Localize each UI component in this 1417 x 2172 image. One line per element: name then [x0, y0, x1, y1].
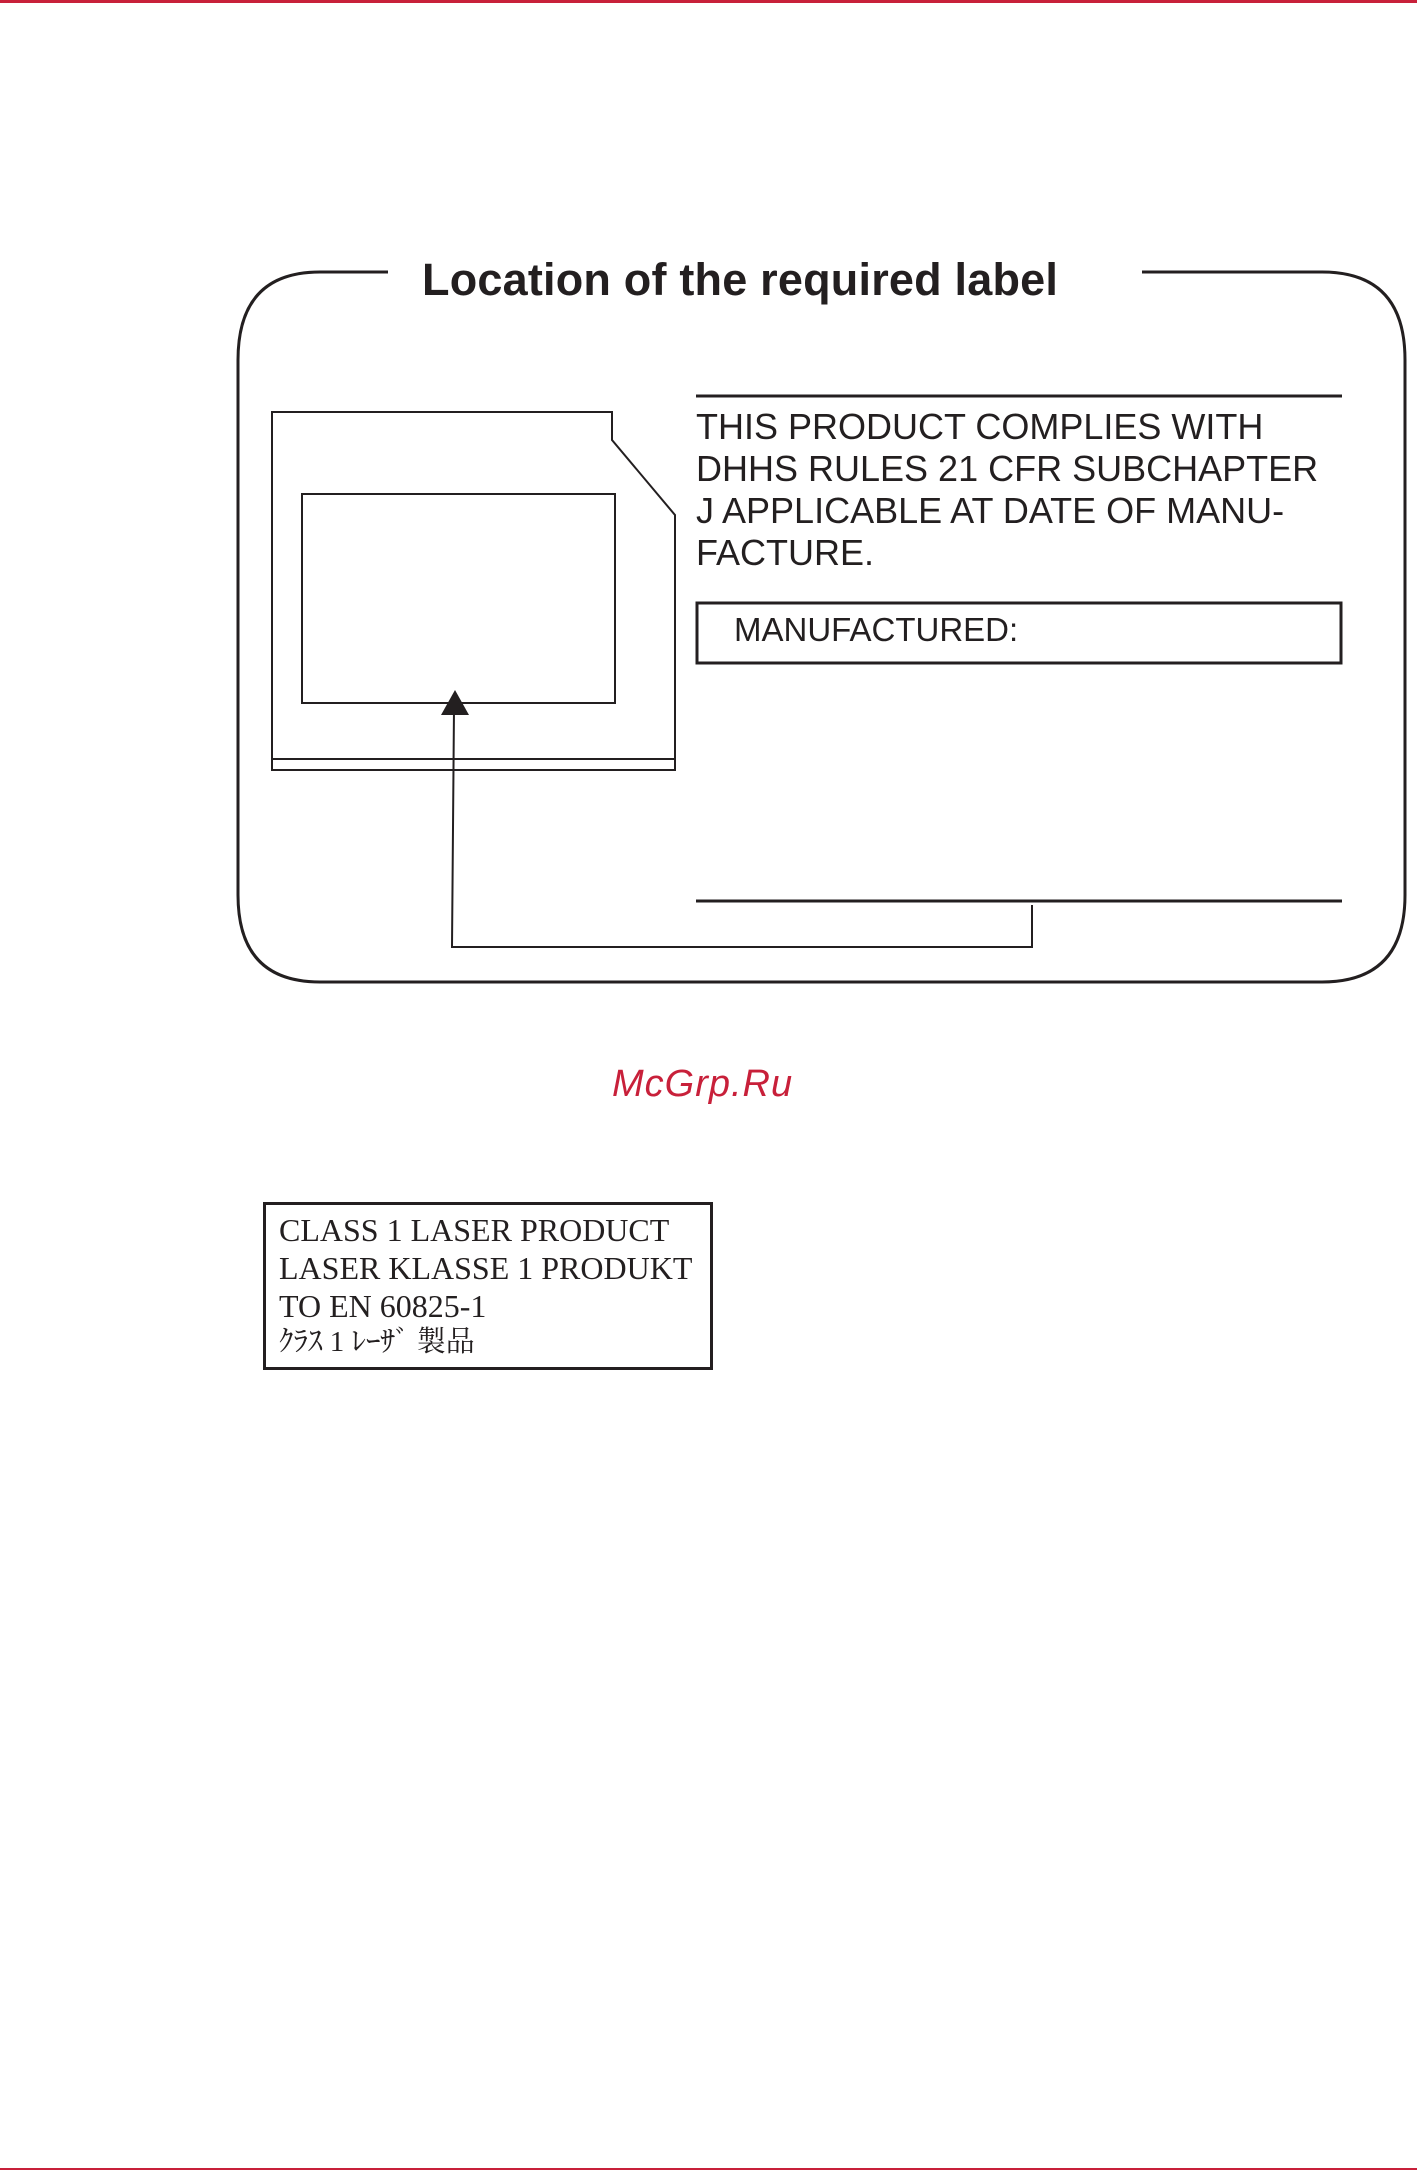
compliance-line-1: THIS PRODUCT COMPLIES WITH	[696, 406, 1264, 447]
laser-line-1: CLASS 1 LASER PRODUCT	[279, 1212, 670, 1248]
label-area	[302, 494, 615, 703]
diagram-title: Location of the required label	[422, 254, 1059, 305]
laser-line-3: TO EN 60825-1	[279, 1288, 487, 1324]
laser-class-label	[263, 1202, 713, 1370]
compliance-line-3: J APPLICABLE AT DATE OF MANU-	[696, 490, 1285, 531]
laser-line-2: LASER KLASSE 1 PRODUKT	[279, 1250, 693, 1286]
pointer-line	[452, 708, 1032, 947]
bottom-rule	[0, 2168, 1417, 2170]
watermark: McGrp.Ru	[612, 1063, 794, 1105]
manufactured-label: MANUFACTURED:	[734, 611, 1019, 648]
compliance-line-2: DHHS RULES 21 CFR SUBCHAPTER	[696, 448, 1319, 489]
compliance-line-4: FACTURE.	[696, 532, 875, 573]
laser-line-4: ｸﾗｽ 1 ﾚｰｻﾞ 製品	[279, 1326, 475, 1358]
